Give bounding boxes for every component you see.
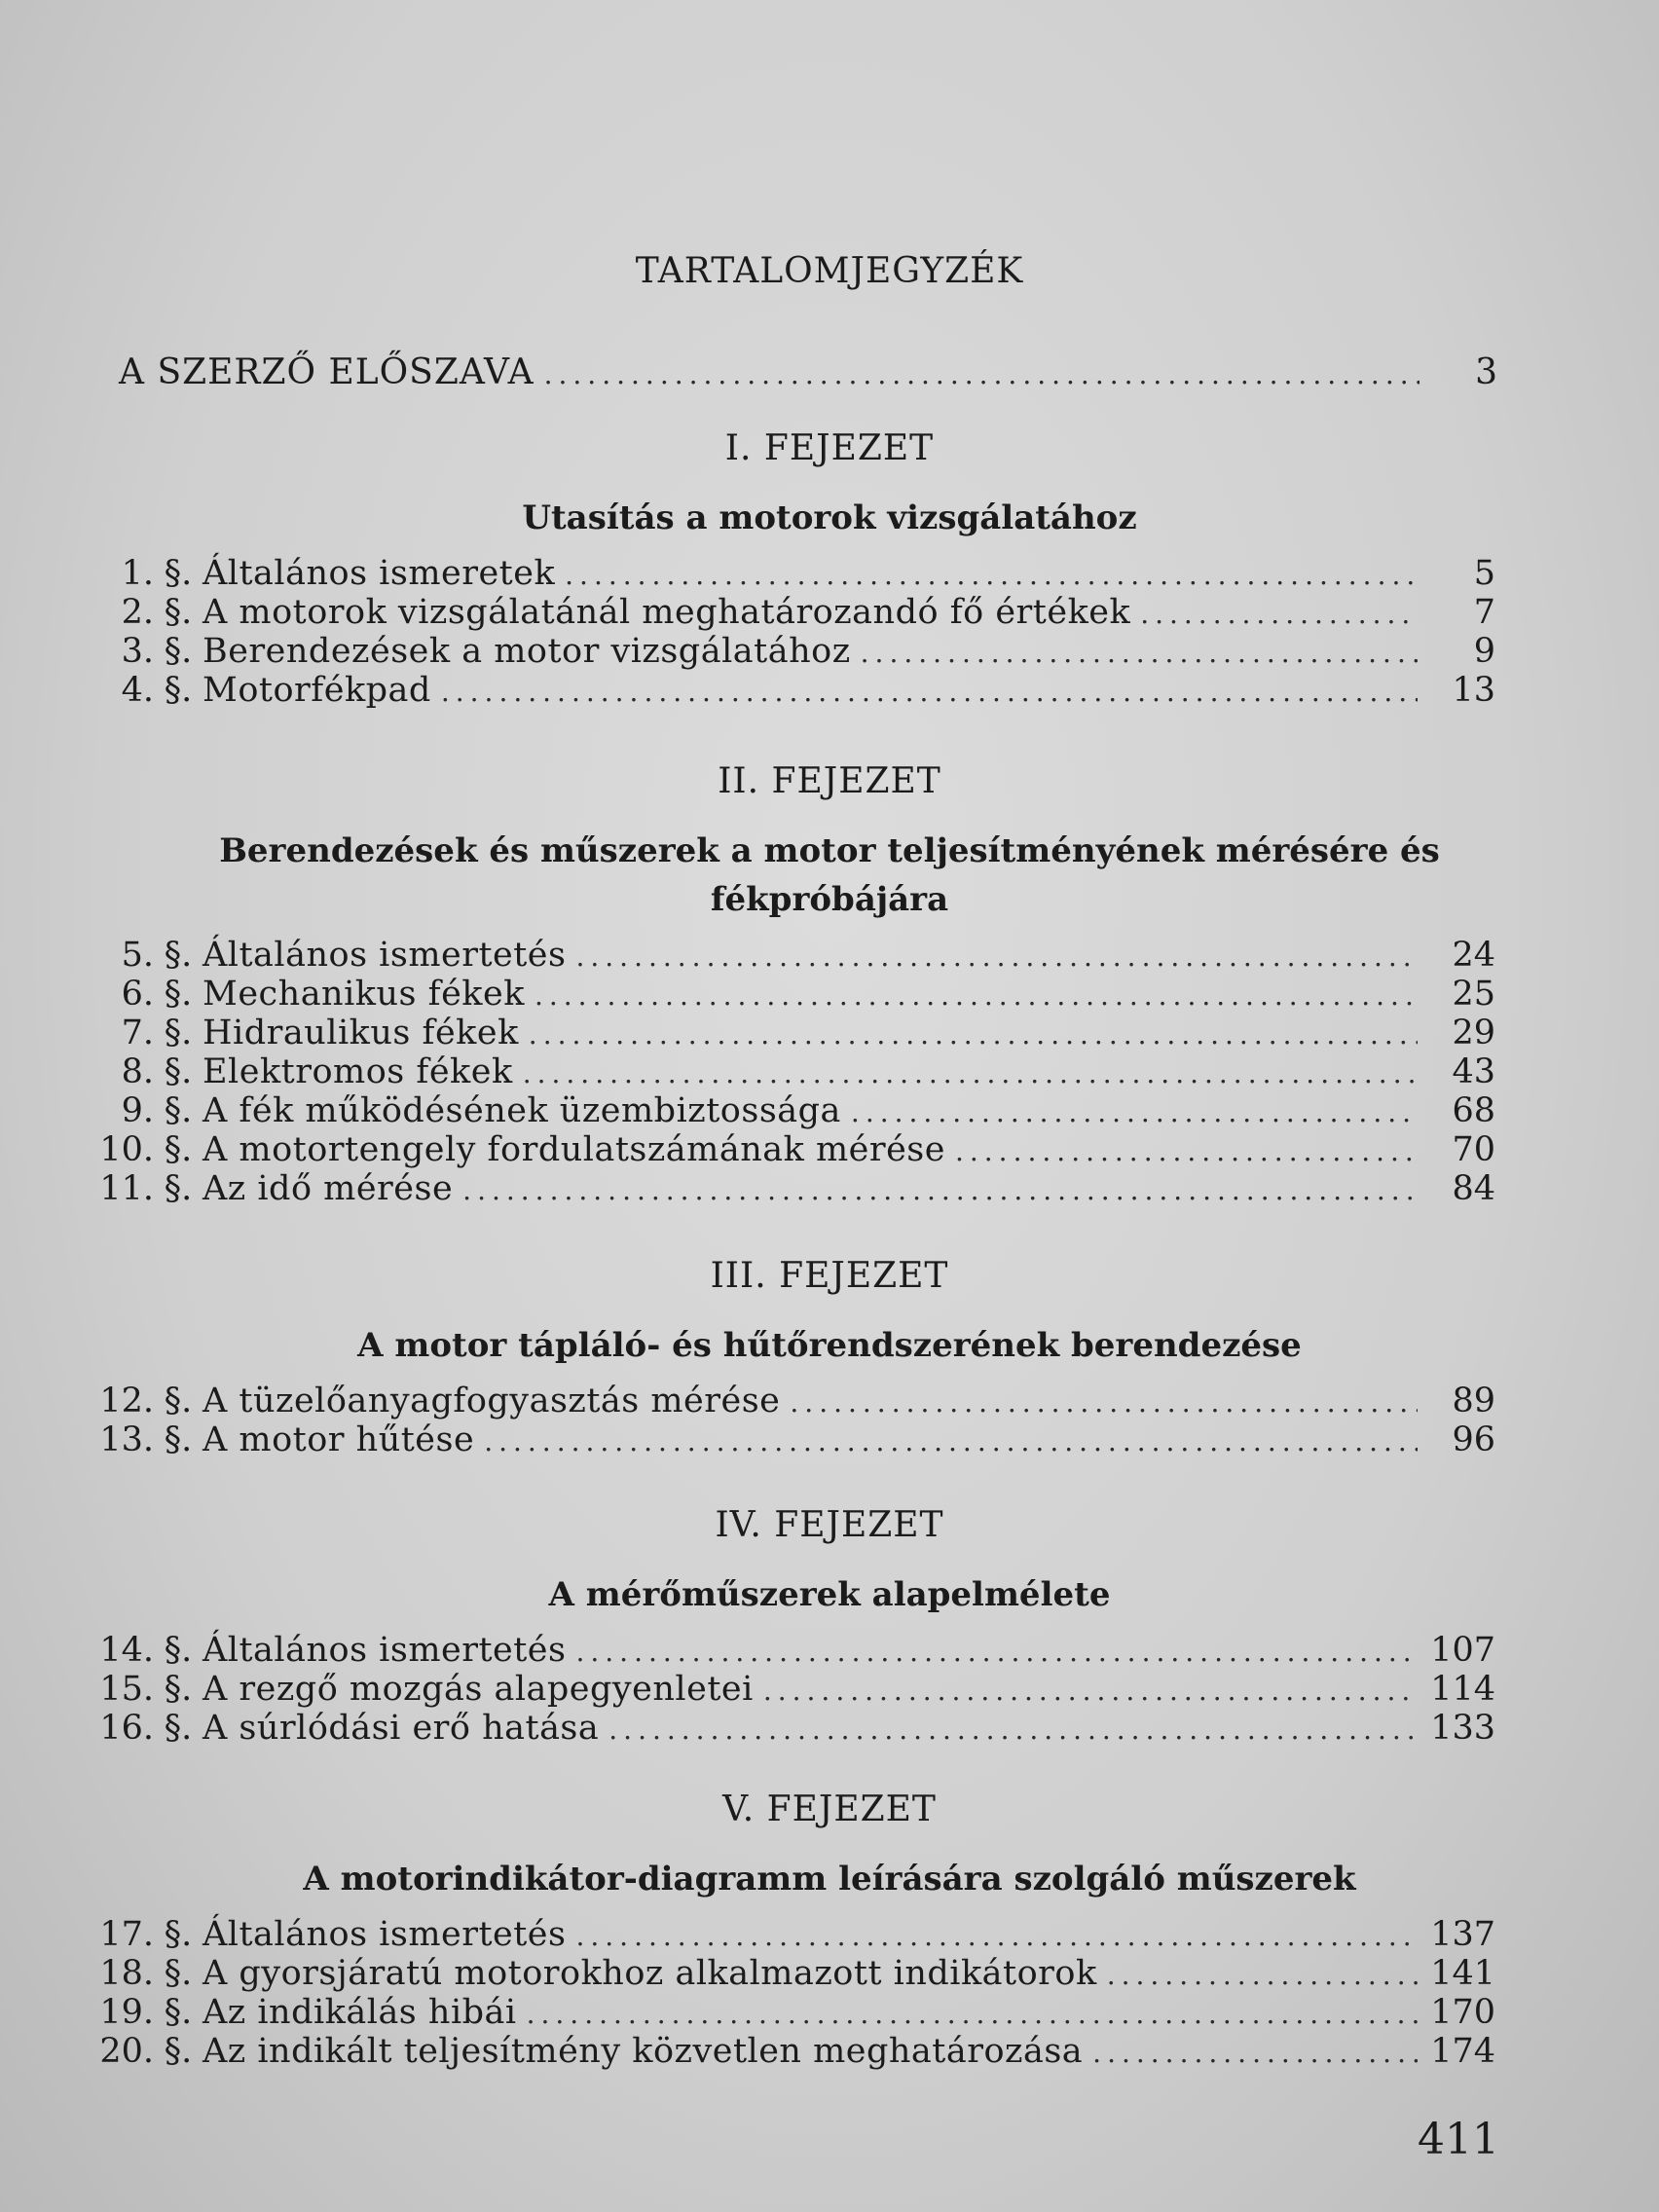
entry-page: 5 xyxy=(1473,554,1495,593)
toc-entry xyxy=(0,2032,1495,2071)
entry-page: 137 xyxy=(1430,1915,1495,1954)
entry-title: Általános ismertetés xyxy=(203,936,567,975)
section-sign: §. xyxy=(164,1052,193,1091)
entry-number: 19. xyxy=(99,1993,154,2032)
entry-number: 18. xyxy=(99,1954,154,1993)
dot-leader xyxy=(1092,2034,1418,2073)
entry-page: 43 xyxy=(1452,1052,1495,1091)
dot-leader xyxy=(575,1917,1418,1956)
entry-number: 11. xyxy=(99,1169,154,1208)
toc-entry xyxy=(0,1420,1495,1459)
dot-leader xyxy=(462,1171,1418,1210)
toc-entry xyxy=(0,632,1495,671)
entry-page: 68 xyxy=(1452,1091,1495,1130)
entry-page: 25 xyxy=(1452,975,1495,1014)
dot-leader xyxy=(441,673,1418,712)
dot-leader xyxy=(1140,595,1418,634)
entry-page: 174 xyxy=(1430,2032,1495,2071)
entry-page: 170 xyxy=(1430,1993,1495,2032)
chapter-heading: IV. FEJEZET xyxy=(715,1505,944,1545)
dot-leader xyxy=(575,1633,1418,1672)
section-sign: §. xyxy=(164,554,193,593)
dot-leader xyxy=(851,1093,1418,1132)
entry-title: Az indikált teljesítmény közvetlen meghatározása xyxy=(203,2032,1084,2071)
entry-page: 114 xyxy=(1430,1670,1495,1709)
entry-number: 2. xyxy=(121,593,154,632)
chapter-4 xyxy=(0,1505,1659,1748)
chapter-5 xyxy=(0,1789,1659,2071)
dot-leader xyxy=(763,1672,1418,1711)
section-sign: §. xyxy=(164,1014,193,1052)
entry-page: 70 xyxy=(1452,1130,1495,1169)
toc-entry xyxy=(0,1130,1495,1169)
toc-entry xyxy=(0,1382,1495,1420)
entry-title: Általános ismeretek xyxy=(203,554,556,593)
entry-title: Elektromos fékek xyxy=(203,1052,513,1091)
section-sign: §. xyxy=(164,1915,193,1954)
dot-leader xyxy=(608,1711,1418,1750)
chapter-2 xyxy=(0,761,1659,1208)
chapter-entries xyxy=(0,554,1659,710)
entry-page: 7 xyxy=(1473,593,1495,632)
entry-page: 24 xyxy=(1452,936,1495,975)
entry-title: A motortengely fordulatszámának mérése xyxy=(203,1130,945,1169)
chapter-entries xyxy=(0,1382,1659,1459)
toc-entry xyxy=(0,593,1495,632)
chapter-subtitle: A motorindikátor-diagramm leírására szolgáló műszerek xyxy=(303,1860,1356,1899)
entry-title: Általános ismertetés xyxy=(203,1631,567,1670)
section-sign: §. xyxy=(164,1091,193,1130)
chapter-heading: V. FEJEZET xyxy=(722,1789,937,1829)
entry-number: 6. xyxy=(121,975,154,1014)
entry-title: A súrlódási erő hatása xyxy=(203,1709,600,1748)
section-sign: §. xyxy=(164,593,193,632)
entry-title: A fék működésének üzembiztossága xyxy=(203,1091,841,1130)
section-sign: §. xyxy=(164,1130,193,1169)
toc-entry xyxy=(0,1670,1495,1709)
entry-number: 14. xyxy=(99,1631,154,1670)
toc-entry xyxy=(0,1052,1495,1091)
entry-title: Az idő mérése xyxy=(203,1169,454,1208)
dot-leader xyxy=(523,1054,1418,1093)
dot-leader xyxy=(1107,1956,1418,1995)
chapter-entries xyxy=(0,936,1659,1208)
entry-title: A motorok vizsgálatánál meghatározandó fő értékek xyxy=(203,593,1131,632)
chapter-heading: I. FEJEZET xyxy=(724,428,935,468)
toc-entry xyxy=(0,671,1495,710)
section-sign: §. xyxy=(164,1709,193,1748)
entry-number: 5. xyxy=(121,936,154,975)
entry-number: 13. xyxy=(99,1420,154,1459)
chapter-subtitle: A motor tápláló- és hűtőrendszerének berendezése xyxy=(357,1326,1302,1365)
entry-page: 107 xyxy=(1430,1631,1495,1670)
entry-page: 29 xyxy=(1452,1014,1495,1052)
entry-page: 84 xyxy=(1452,1169,1495,1208)
entry-page: 133 xyxy=(1430,1709,1495,1748)
dot-leader xyxy=(535,977,1418,1015)
dot-leader xyxy=(790,1383,1418,1422)
page-number: 411 xyxy=(1418,2115,1499,2164)
page-title: TARTALOMJEGYZÉK xyxy=(635,251,1024,291)
dot-leader xyxy=(484,1422,1418,1461)
section-sign: §. xyxy=(164,1954,193,1993)
entry-page: 9 xyxy=(1473,632,1495,671)
dot-leader xyxy=(527,1995,1418,2034)
section-sign: §. xyxy=(164,936,193,975)
entry-page: 89 xyxy=(1452,1382,1495,1420)
chapter-subtitle: A mérőműszerek alapelmélete xyxy=(548,1575,1111,1614)
toc-entry xyxy=(0,1014,1495,1052)
entry-title: Mechanikus fékek xyxy=(203,975,525,1014)
dot-leader xyxy=(861,634,1418,673)
chapter-subtitle: Utasítás a motorok vizsgálatához xyxy=(522,498,1137,537)
entry-title: Általános ismertetés xyxy=(203,1915,567,1954)
chapter-1 xyxy=(0,428,1659,710)
toc-entry xyxy=(0,975,1495,1014)
entry-number: 15. xyxy=(99,1670,154,1709)
preface-page: 3 xyxy=(1475,352,1497,392)
dot-leader xyxy=(529,1015,1418,1054)
entry-page: 13 xyxy=(1452,671,1495,710)
entry-number: 12. xyxy=(99,1382,154,1420)
preface-entry xyxy=(119,352,1497,392)
preface-label: A SZERZŐ ELŐSZAVA xyxy=(119,352,535,392)
section-sign: §. xyxy=(164,1169,193,1208)
toc-entry xyxy=(0,1915,1495,1954)
dot-leader xyxy=(544,358,1419,390)
toc-entry xyxy=(0,1169,1495,1208)
section-sign: §. xyxy=(164,2032,193,2071)
section-sign: §. xyxy=(164,975,193,1014)
chapter-heading: II. FEJEZET xyxy=(718,761,941,801)
section-sign: §. xyxy=(164,671,193,710)
chapter-3 xyxy=(0,1256,1659,1459)
entry-title: A rezgő mozgás alapegyenletei xyxy=(203,1670,754,1709)
entry-title: A motor hűtése xyxy=(203,1420,475,1459)
chapter-entries xyxy=(0,1631,1659,1748)
toc-entry xyxy=(0,1631,1495,1670)
entry-title: Az indikálás hibái xyxy=(203,1993,517,2032)
chapter-subtitle: Berendezések és műszerek a motor teljesítményének mérésére és fékpróbájára xyxy=(219,831,1440,919)
entry-number: 8. xyxy=(121,1052,154,1091)
entry-number: 17. xyxy=(99,1915,154,1954)
section-sign: §. xyxy=(164,1670,193,1709)
toc-entry xyxy=(0,1993,1495,2032)
dot-leader xyxy=(575,938,1418,977)
entry-number: 9. xyxy=(121,1091,154,1130)
section-sign: §. xyxy=(164,632,193,671)
entry-number: 4. xyxy=(121,671,154,710)
dot-leader xyxy=(565,556,1418,595)
section-sign: §. xyxy=(164,1631,193,1670)
section-sign: §. xyxy=(164,1993,193,2032)
chapter-heading: III. FEJEZET xyxy=(710,1256,949,1296)
entry-number: 16. xyxy=(99,1709,154,1748)
entry-number: 1. xyxy=(121,554,154,593)
entry-number: 3. xyxy=(121,632,154,671)
toc-entry xyxy=(0,1709,1495,1748)
entry-title: A gyorsjáratú motorokhoz alkalmazott indikátorok xyxy=(203,1954,1097,1993)
toc-entry xyxy=(0,1091,1495,1130)
dot-leader xyxy=(955,1132,1418,1171)
entry-page: 141 xyxy=(1430,1954,1495,1993)
entry-number: 7. xyxy=(121,1014,154,1052)
entry-title: Hidraulikus fékek xyxy=(203,1014,519,1052)
toc-entry xyxy=(0,1954,1495,1993)
entry-number: 10. xyxy=(99,1130,154,1169)
section-sign: §. xyxy=(164,1420,193,1459)
entry-page: 96 xyxy=(1452,1420,1495,1459)
chapter-entries xyxy=(0,1915,1659,2071)
entry-title: Motorfékpad xyxy=(203,671,431,710)
section-sign: §. xyxy=(164,1382,193,1420)
entry-title: Berendezések a motor vizsgálatához xyxy=(203,632,851,671)
toc-entry xyxy=(0,554,1495,593)
entry-number: 20. xyxy=(99,2032,154,2071)
entry-title: A tüzelőanyagfogyasztás mérése xyxy=(203,1382,781,1420)
toc-entry xyxy=(0,936,1495,975)
